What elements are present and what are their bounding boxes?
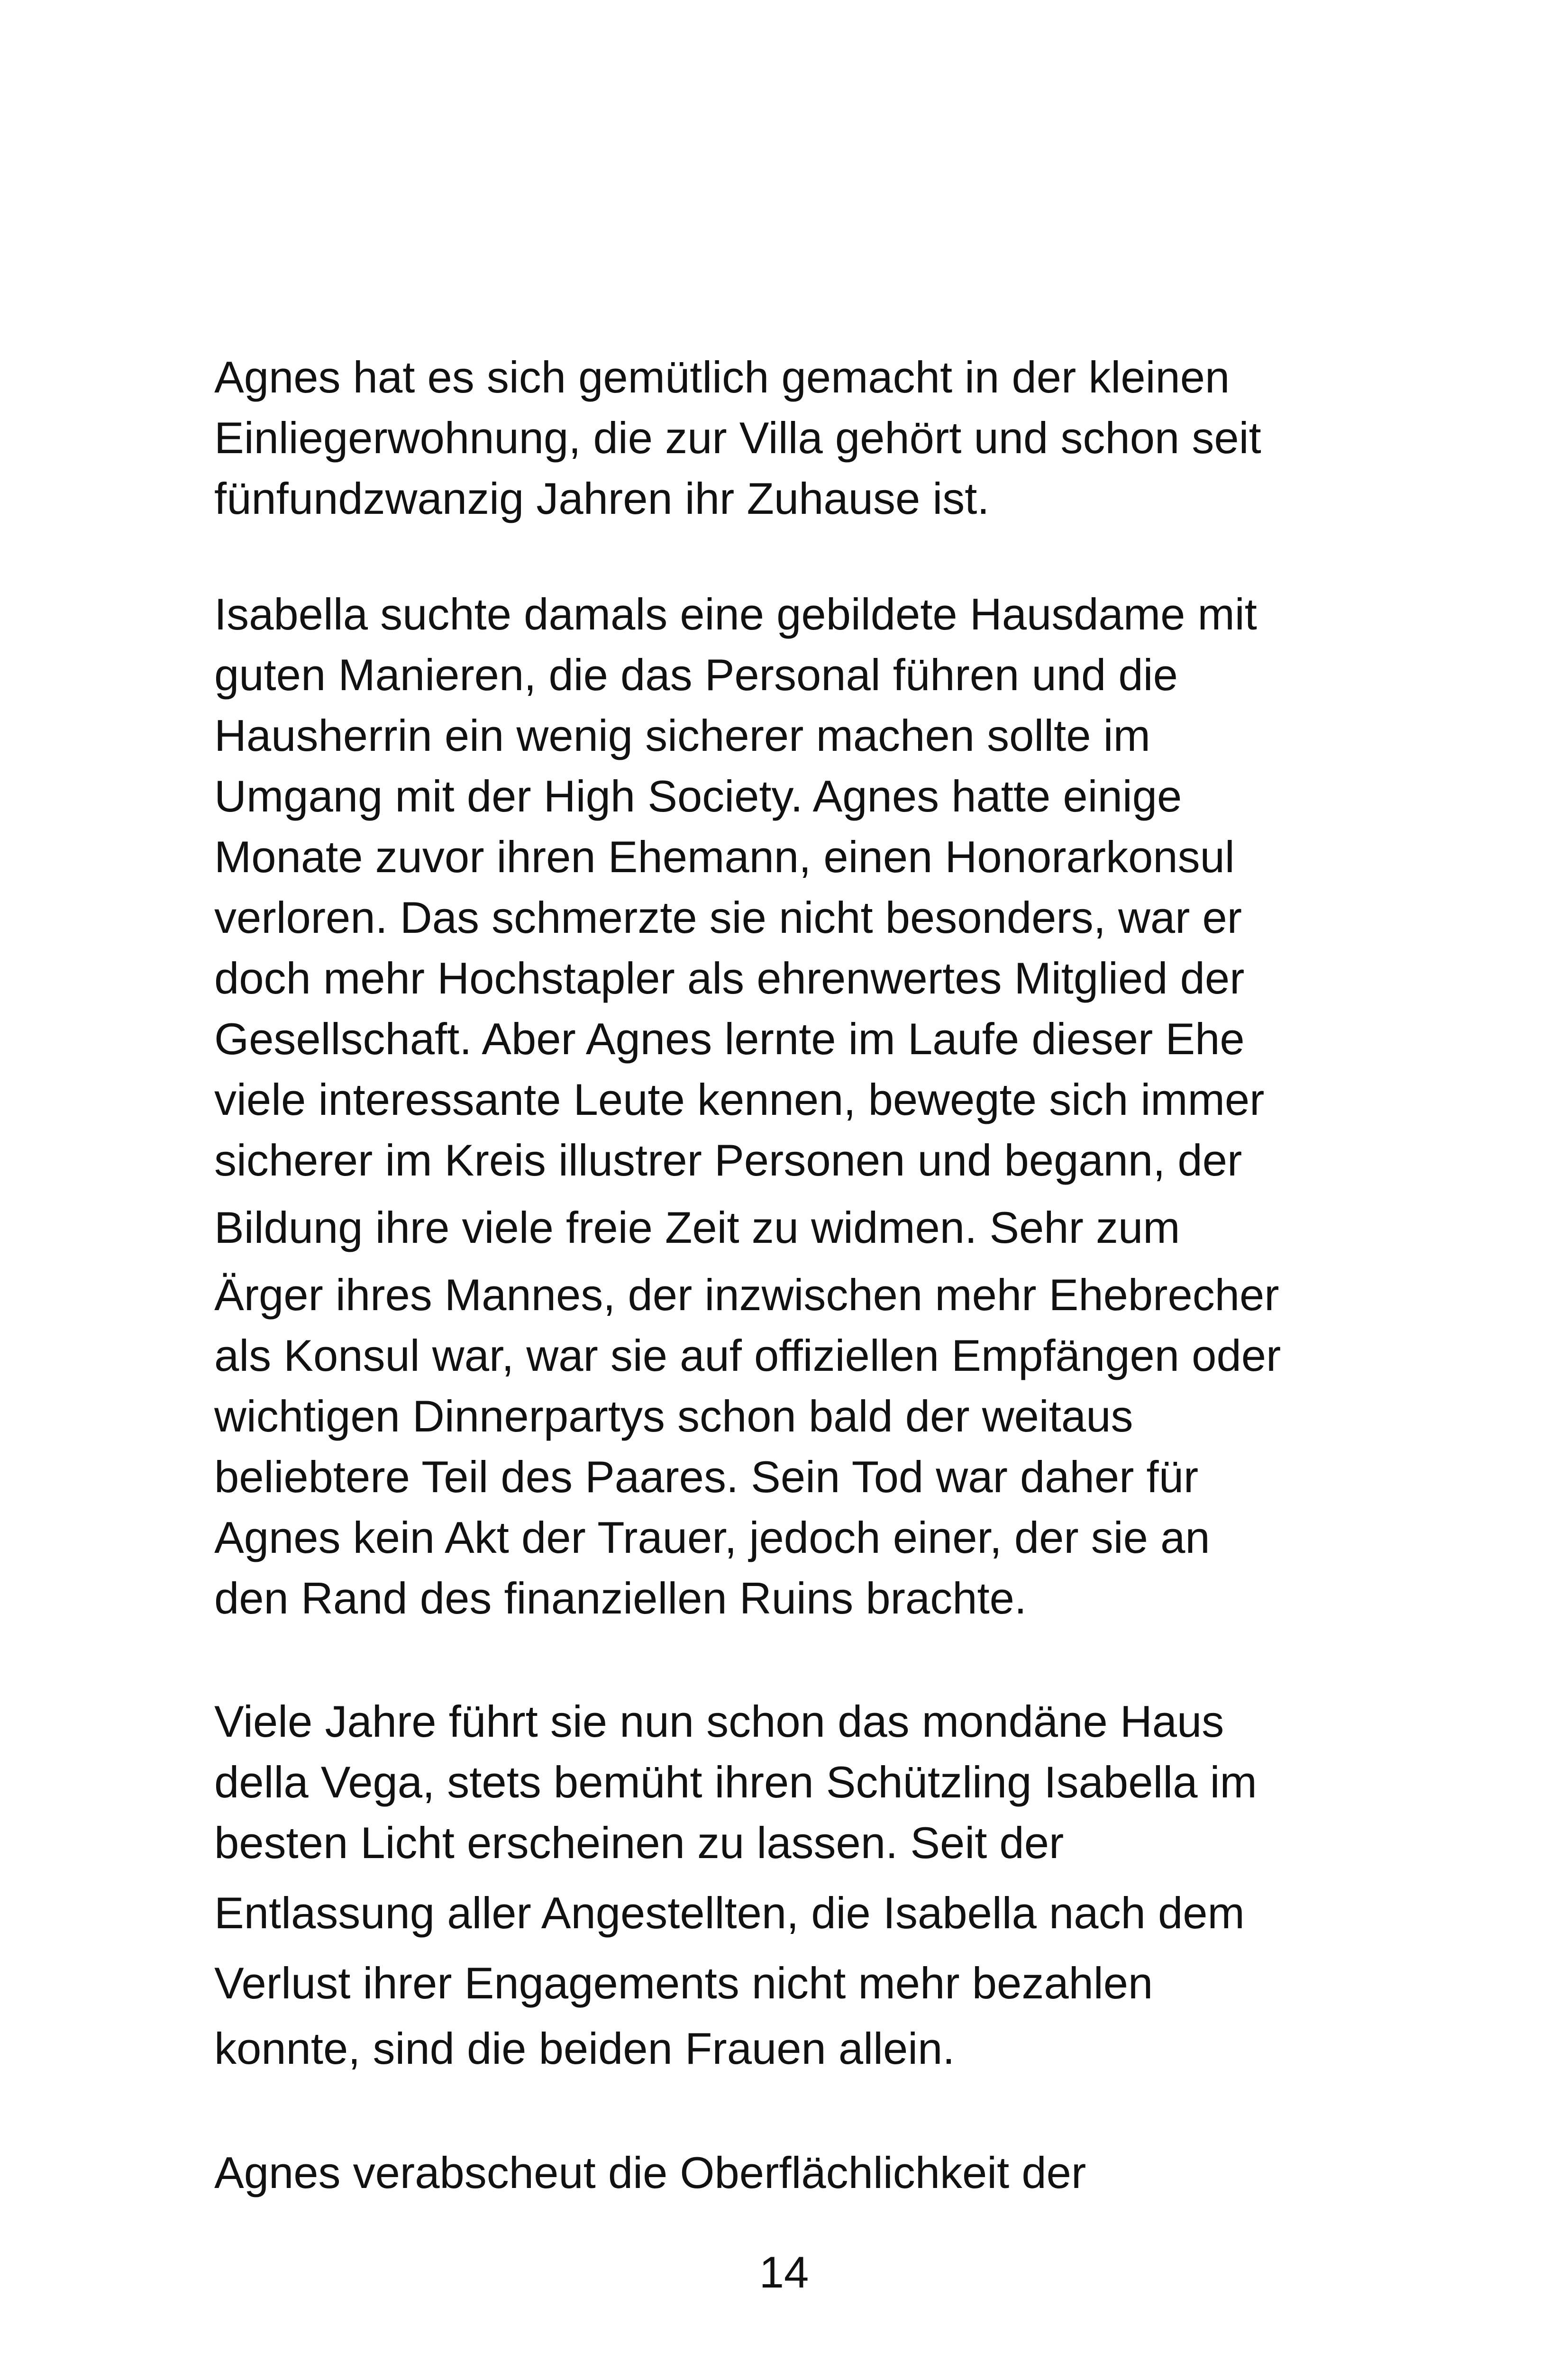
paragraph-2-line-16: Agnes kein Akt der Trauer, jedoch einer, der sie an	[214, 1513, 1210, 1562]
paragraph-2-line-17: den Rand des finanziellen Ruins brachte.	[214, 1573, 1027, 1623]
paragraph-2-line-9: viele interessante Leute kennen, bewegte sich immer	[214, 1075, 1265, 1124]
paragraph-3-line-5: Verlust ihrer Engagements nicht mehr bezahlen	[214, 1958, 1153, 2008]
paragraph-2-line-12: Ärger ihres Mannes, der inzwischen mehr Ehebrecher	[214, 1270, 1279, 1320]
paragraph-2-line-5: Monate zuvor ihren Ehemann, einen Honorarkonsul	[214, 832, 1235, 882]
paragraph-2-line-4: Umgang mit der High Society. Agnes hatte einige	[214, 771, 1182, 821]
paragraph-1-line-3: fünfundzwanzig Jahren ihr Zuhause ist.	[214, 474, 990, 523]
paragraph-2-line-11: Bildung ihre viele freie Zeit zu widmen. Sehr zum	[214, 1203, 1180, 1252]
paragraph-1-line-1: Agnes hat es sich gemütlich gemacht in der kleinen	[214, 352, 1230, 402]
paragraph-2-line-10: sicherer im Kreis illustrer Personen und begann, der	[214, 1135, 1242, 1185]
paragraph-2-line-8: Gesellschaft. Aber Agnes lernte im Laufe dieser Ehe	[214, 1014, 1245, 1064]
paragraph-2-line-6: verloren. Das schmerzte sie nicht besonders, war er	[214, 893, 1242, 942]
paragraph-4-line-1: Agnes verabscheut die Oberflächlichkeit der	[214, 2148, 1086, 2197]
paragraph-3-line-6: konnte, sind die beiden Frauen allein.	[214, 2024, 955, 2073]
paragraph-2-line-3: Hausherrin ein wenig sicherer machen sollte im	[214, 711, 1150, 760]
paragraph-2-line-1: Isabella suchte damals eine gebildete Hausdame mit	[214, 589, 1257, 639]
page-number: 14	[759, 2247, 809, 2297]
paragraph-2-line-2: guten Manieren, die das Personal führen und die	[214, 650, 1178, 700]
paragraph-1-line-2: Einliegerwohnung, die zur Villa gehört und schon seit	[214, 413, 1261, 463]
paragraph-2-line-13: als Konsul war, war sie auf offiziellen Empfängen oder	[214, 1331, 1281, 1380]
paragraph-2-line-15: beliebtere Teil des Paares. Sein Tod war daher für	[214, 1452, 1199, 1502]
paragraph-3-line-1: Viele Jahre führt sie nun schon das mondäne Haus	[214, 1696, 1224, 1746]
paragraph-2-line-14: wichtigen Dinnerpartys schon bald der weitaus	[214, 1391, 1133, 1441]
paragraph-2-line-7: doch mehr Hochstapler als ehrenwertes Mitglied der	[214, 953, 1245, 1003]
paragraph-3-line-4: Entlassung aller Angestellten, die Isabella nach dem	[214, 1888, 1245, 1938]
paragraph-3-line-3: besten Licht erscheinen zu lassen. Seit der	[214, 1818, 1064, 1868]
paragraph-3-line-2: della Vega, stets bemüht ihren Schützling Isabella im	[214, 1757, 1257, 1807]
